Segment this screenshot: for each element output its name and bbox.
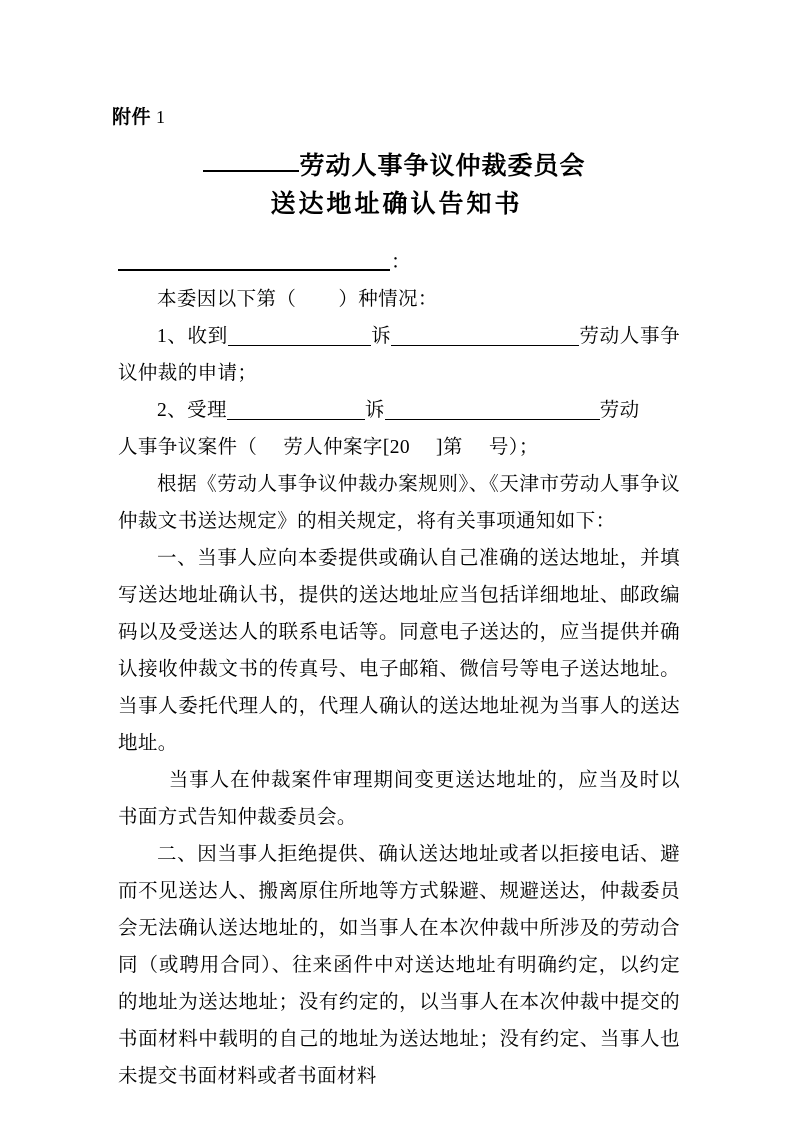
addressee-blank[interactable] [118,249,390,271]
case-line-prefix: 人事争议案件（ [118,437,258,458]
article-1-subparagraph: 当事人在仲裁案件审理期间变更送达地址的，应当及时以书面方式告知仲裁委员会。 [118,770,680,828]
article-1: 一、当事人应向本委提供或确认自己准确的送达地址，并填写送达地址确认书，提供的送达地址应当包括详细地址、邮政编码以及受送达人的联系电话等。同意电子送达的，应当提供并确认接收仲裁文书的传真号、电子邮箱、微信号等电子送达地址。当事人委托代理人的，代理人确认的送达地址视为当事人的送达地址。 [118,548,680,754]
item-2-claimant-blank[interactable] [227,400,365,420]
document-body [118,244,680,1095]
intro-line [118,281,680,318]
addressee-line [118,244,680,281]
case-line-tail: 号）； [488,437,539,458]
item-2-prefix: 2、受理 [157,400,227,421]
item-1-respondent-blank[interactable] [391,326,579,346]
case-line-mid: ]第 [436,437,463,458]
item-1-mid: 诉 [370,326,392,347]
item-2-respondent-blank[interactable] [385,400,600,420]
case-line-mark: 劳人仲案字[20 [283,437,411,458]
item-1-prefix: 1、收到 [157,326,228,347]
title-line-main: 送达地址确认告知书 [270,191,523,218]
basis-paragraph: 根据《劳动人事争议仲裁办案规则》、《天津市劳动人事争议仲裁文书送达规定》的相关规定，将有关事项通知如下： [118,474,680,532]
item-2-tail: 劳动 [599,400,640,421]
title-line-committee [0,148,791,185]
article-2: 二、因当事人拒绝提供、确认送达地址或者以拒接电话、避而不见送达人、搬离原住所地等方式躲避、规避送达，仲裁委员会无法确认送达地址的，如当事人在本次仲裁中所涉及的劳动合同（或聘用合同）、往来函件中对送达地址有明确约定，以约定的地址为送达地址；没有约定的，以当事人在本次仲裁中提交的书面材料中载明的自己的地址为送达地址；没有约定、当事人也未提交书面材料或者书面材料 [118,844,680,1087]
item-2 [118,392,680,429]
intro-text: 本委因以下第（ [157,289,297,310]
document-title-block [0,148,793,223]
item-1-claimant-blank[interactable] [228,326,371,346]
case-number-line [118,429,680,466]
item-1 [118,318,680,392]
attachment-label-text: 附件 [112,107,152,128]
intro-tail-text: ）种情况： [338,289,438,310]
attachment-number: 1 [156,107,166,127]
addressee-colon: ： [391,252,411,273]
attachment-label [112,104,165,131]
item-1-tail: 劳动人事争议仲裁的申请； [118,326,680,384]
title-line-1-text: 劳动人事争议仲裁委员会 [299,153,586,180]
committee-name-blank[interactable] [203,148,299,172]
item-2-mid: 诉 [364,400,385,421]
